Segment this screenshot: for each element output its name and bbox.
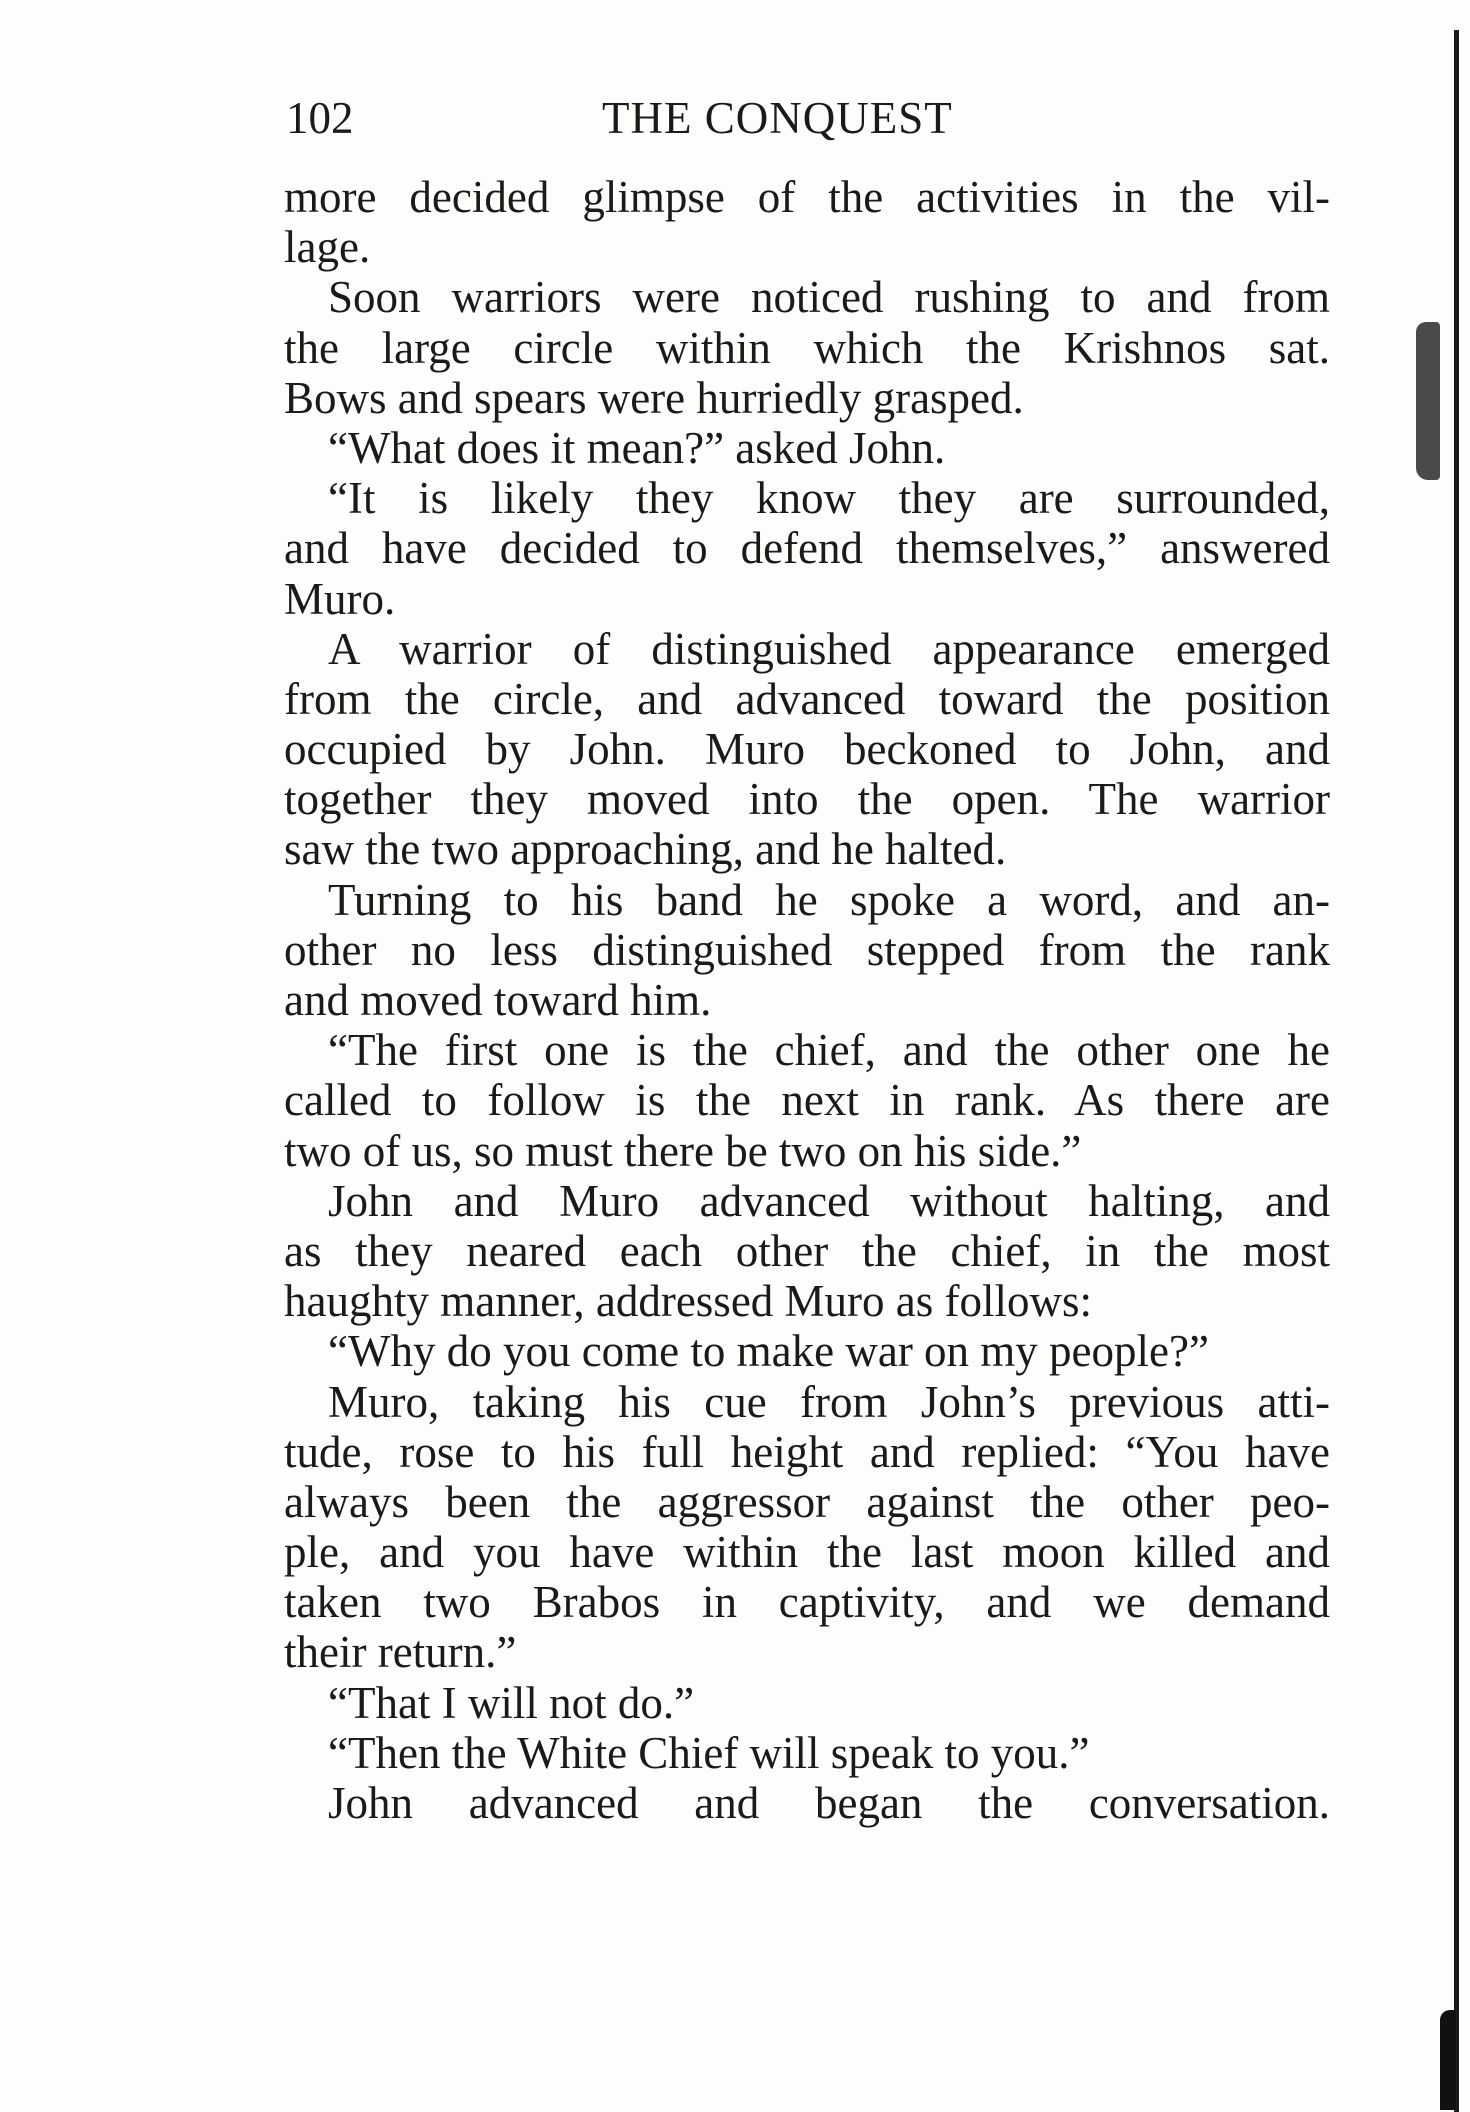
text-line: “That I will not do.”	[328, 1677, 695, 1728]
text-line: taken two Brabos in captivity, and we demand	[284, 1577, 1330, 1628]
text-line: their return.”	[284, 1627, 517, 1678]
text-line: haughty manner, addressed Muro as follows:	[284, 1276, 1093, 1327]
text-line: saw the two approaching, and he halted.	[284, 824, 1007, 875]
text-line: “Then the White Chief will speak to you.”	[328, 1727, 1090, 1778]
text-line: tude, rose to his full height and replied: “You have	[284, 1426, 1330, 1477]
text-line: “What does it mean?” asked John.	[328, 422, 946, 473]
text-line: lage.	[284, 222, 371, 273]
text-line: “It is likely they know they are surrounded,	[328, 473, 1330, 524]
text-line: Muro, taking his cue from John’s previous atti-	[328, 1376, 1330, 1427]
text-line: ple, and you have within the last moon killed and	[284, 1527, 1330, 1578]
text-line: John and Muro advanced without halting, and	[328, 1175, 1330, 1226]
text-line: together they moved into the open. The warrior	[284, 774, 1330, 825]
text-line: the large circle within which the Krishnos sat.	[284, 322, 1330, 373]
running-title: THE CONQUEST	[602, 93, 953, 143]
text-line: John advanced and began the conversation.	[328, 1778, 1330, 1828]
text-line: other no less distinguished stepped from the rank	[284, 924, 1330, 975]
text-line: more decided glimpse of the activities in the vil-	[284, 172, 1330, 222]
page-number: 102	[286, 93, 354, 143]
text-line: called to follow is the next in rank. As there are	[284, 1075, 1330, 1126]
text-line: as they neared each other the chief, in the most	[284, 1225, 1330, 1276]
text-line: Soon warriors were noticed rushing to and from	[328, 272, 1330, 323]
text-line: Bows and spears were hurriedly grasped.	[284, 372, 1024, 423]
page-edge-rule	[1454, 30, 1459, 2112]
text-line: and moved toward him.	[284, 975, 712, 1025]
text-line: Muro.	[284, 573, 396, 624]
text-line: A warrior of distinguished appearance emerged	[328, 623, 1330, 674]
text-line: “The first one is the chief, and the other one he	[328, 1025, 1330, 1076]
text-line: always been the aggressor against the other peo-	[284, 1476, 1330, 1527]
scan-edge-mark	[1416, 322, 1440, 480]
text-line: Turning to his band he spoke a word, and an-	[328, 874, 1330, 925]
text-line: occupied by John. Muro beckoned to John, and	[284, 724, 1330, 775]
text-line: “Why do you come to make war on my people?”	[328, 1326, 1209, 1377]
running-head	[286, 88, 1326, 148]
text-line: two of us, so must there be two on his side.”	[284, 1125, 1082, 1176]
text-line: from the circle, and advanced toward the position	[284, 673, 1330, 724]
text-line: and have decided to defend themselves,” answered	[284, 523, 1330, 574]
scan-edge-mark	[1440, 2010, 1456, 2110]
body-text	[284, 172, 1330, 1828]
